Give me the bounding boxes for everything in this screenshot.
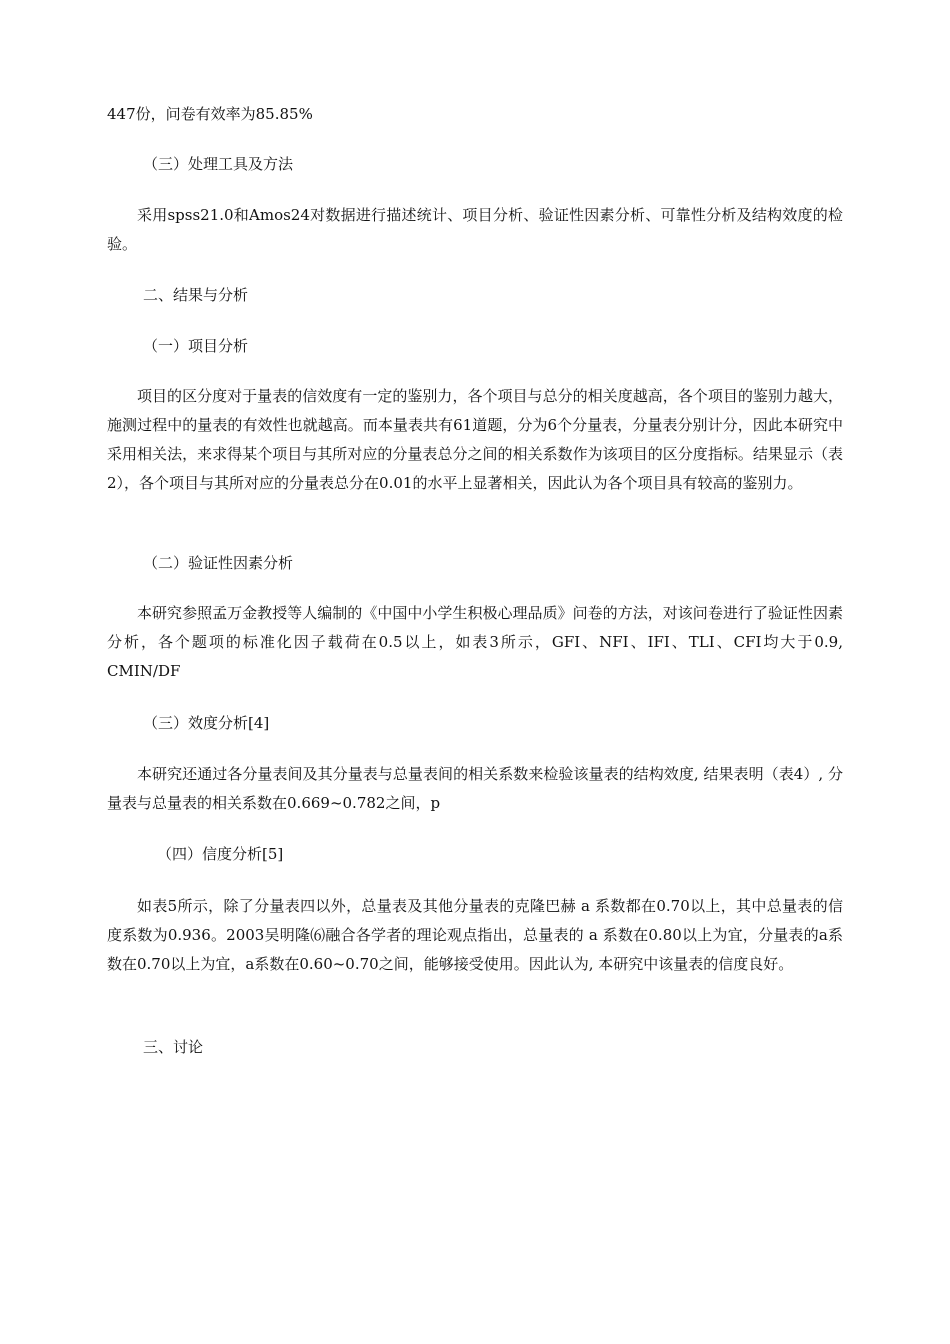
heading-processing-tools: （三）处理工具及方法 (143, 155, 294, 173)
paragraph-sample-count: 447份，问卷有效率为85.85% (107, 105, 313, 123)
heading-reliability-analysis: （四）信度分析[5] (157, 845, 284, 863)
heading-results-analysis: 二、结果与分析 (143, 286, 249, 304)
paragraph-confirmatory-factor-analysis: 本研究参照孟万金教授等人编制的《中国中小学生积极心理品质》问卷的方法，对该问卷进行了验证性因素分析，各个题项的标准化因子载荷在0.5以上，如表3所示，GFI、NFI、IFI、TLI、CFI均大于0.9, CMIN/DF (107, 604, 843, 680)
paragraph-reliability-analysis: 如表5所示，除了分量表四以外，总量表及其他分量表的克隆巴赫 a 系数都在0.70以上，其中总量表的信度系数为0.936。2003吴明隆⑹融合各学者的理论观点指出，总量表的 a 系数在0.80以上为宜，分量表的a系数在0.70以上为宜，a系数在0.60~0.70之间，能够接受使用。因此认为, 本研究中该量表的信度良好。 (107, 897, 843, 973)
heading-validity-analysis: （三）效度分析[4] (143, 714, 270, 732)
paragraph-item-analysis: 项目的区分度对于量表的信效度有一定的鉴别力，各个项目与总分的相关度越高，各个项目的鉴别力越大，施测过程中的量表的有效性也就越高。而本量表共有61道题，分为6个分量表，分量表分别计分，因此本研究中采用相关法，来求得某个项目与其所对应的分量表总分之间的相关系数作为该项目的区分度指标。结果显示（表2），各个项目与其所对应的分量表总分在0.01的水平上显著相关，因此认为各个项目具有较高的鉴别力。 (107, 387, 843, 492)
paragraph-validity-analysis: 本研究还通过各分量表间及其分量表与总量表间的相关系数来检验该量表的结构效度, 结果表明（表4）, 分量表与总量表的相关系数在0.669~0.782之间，p (107, 765, 843, 812)
heading-item-analysis: （一）项目分析 (143, 337, 249, 355)
paragraph-processing-tools: 采用spss21.0和Amos24对数据进行描述统计、项目分析、验证性因素分析、可靠性分析及结构效度的检验。 (107, 206, 843, 253)
heading-confirmatory-factor-analysis: （二）验证性因素分析 (143, 554, 294, 572)
heading-discussion: 三、讨论 (143, 1038, 204, 1056)
